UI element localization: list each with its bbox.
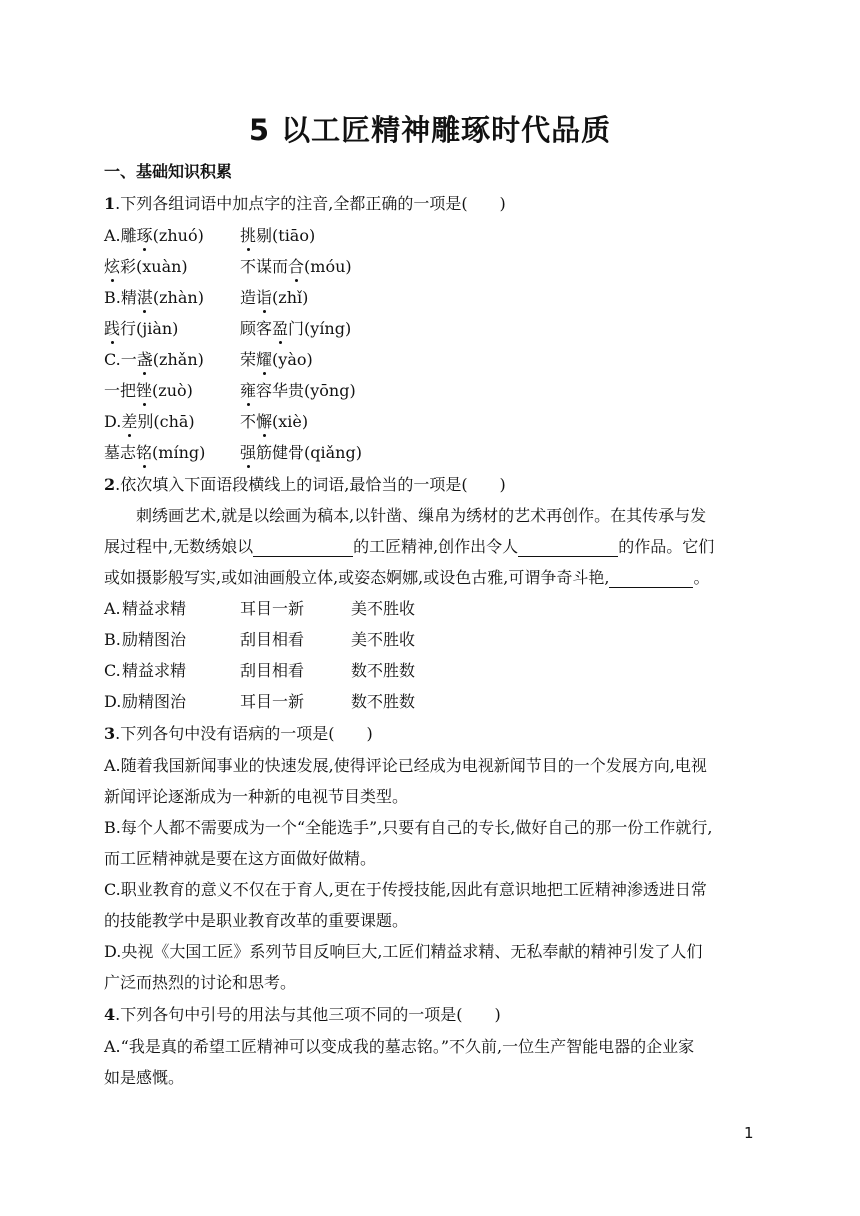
pinyin-text: 筋健骨(qiǎng): [256, 443, 362, 462]
answer-blank-1: [253, 540, 353, 557]
option-label: B.: [104, 630, 121, 649]
option-label: C.: [104, 661, 121, 680]
option-label: D.: [104, 412, 122, 431]
dotted-char: 盈: [272, 319, 289, 338]
option-word: 精益求精: [122, 661, 187, 680]
question-4-stem: 4.下列各句中引号的用法与其他三项不同的一项是( ): [104, 1005, 501, 1024]
second-word: [240, 381, 356, 401]
option-word: 刮目相看: [240, 661, 305, 680]
pinyin-text: (míng): [152, 443, 206, 462]
pinyin-text: 行(jiàn): [120, 319, 179, 338]
dotted-char: 锉: [136, 381, 153, 400]
option-text-line: 广泛而热烈的讨论和思考。: [104, 973, 297, 992]
word-text: 荣: [240, 350, 257, 369]
option-text-line: A.“我是真的希望工匠精神可以变成我的墓志铭。”不久前,一位生产智能电器的企业家: [104, 1037, 695, 1056]
pinyin-text: (zuò): [152, 381, 193, 400]
pinyin-text: (zhàn): [152, 288, 204, 307]
pinyin-text: (xiè): [272, 412, 309, 431]
question-2-stem: 2.依次填入下面语段横线上的词语,最恰当的一项是( ): [104, 475, 506, 494]
option-row: [104, 381, 424, 401]
pinyin-text: 容华贵(yōng): [256, 381, 356, 400]
option-word: 美不胜收: [351, 630, 416, 649]
second-word: [240, 319, 351, 339]
option-text-line: A.随着我国新闻事业的快速发展,使得评论已经成为电视新闻节目的一个发展方向,电视: [104, 756, 707, 775]
option-label: A.: [104, 226, 121, 245]
option-word: 励精图治: [122, 692, 187, 711]
option-text-line: 如是感慨。: [104, 1068, 185, 1087]
pinyin-text: 彩(xuàn): [120, 257, 188, 276]
word-text: 墓志: [104, 443, 137, 462]
dotted-char: 炫: [104, 257, 121, 276]
option-row: [104, 661, 464, 681]
option-text-line: 而工匠精神就是要在这方面做好做精。: [104, 849, 377, 868]
question-3-stem: 3.下列各句中没有语病的一项是( ): [104, 724, 373, 743]
option-label: C.: [104, 350, 121, 369]
word-text: 顾客: [240, 319, 273, 338]
second-word: [240, 288, 308, 308]
pinyin-text: 剔(tiāo): [256, 226, 316, 245]
option-row: [104, 257, 424, 277]
dotted-char: 挑: [240, 226, 257, 245]
pinyin-text: (zhuó): [152, 226, 204, 245]
dotted-char: 湛: [136, 288, 153, 307]
second-word: [240, 350, 313, 370]
option-label: A.: [104, 599, 121, 618]
page-number: 1: [744, 1124, 754, 1142]
option-word: 耳目一新: [240, 692, 305, 711]
dotted-char: 强: [240, 443, 257, 462]
word-text: 一把: [104, 381, 137, 400]
answer-blank-3: [609, 571, 693, 588]
dotted-char: 琢: [136, 226, 153, 245]
question-1-stem: 1.下列各组词语中加点字的注音,全都正确的一项是( ): [104, 194, 506, 213]
dotted-char: 雍: [240, 381, 257, 400]
option-word: 数不胜数: [351, 661, 416, 680]
option-text-line: C.职业教育的意义不仅在于育人,更在于传授技能,因此有意识地把工匠精神渗透进日常: [104, 880, 707, 899]
word-text: 造: [240, 288, 257, 307]
option-text-line: B.每个人都不需要成为一个“全能选手”,只要有自己的专长,做好自己的那一份工作就行,: [104, 818, 713, 837]
option-word: 刮目相看: [240, 630, 305, 649]
option-word: 精益求精: [122, 599, 187, 618]
page-title: 5 以工匠精神雕琢时代品质: [248, 113, 612, 147]
dotted-char: 践: [104, 319, 121, 338]
option-row: [104, 319, 424, 339]
option-text-line: D.央视《大国工匠》系列节目反响巨大,工匠们精益求精、无私奉献的精神引发了人们: [104, 942, 703, 961]
word-text: 雕: [120, 226, 137, 245]
option-word: 美不胜收: [351, 599, 416, 618]
option-row: [104, 226, 424, 246]
second-word: [240, 412, 308, 432]
pinyin-text: (zhǎn): [152, 350, 204, 369]
option-row: [104, 288, 424, 308]
option-label: B.: [104, 288, 121, 307]
passage-line-3: 或如摄影般写实,或如油画般立体,或姿态婀娜,或设色古雅,可谓争奇斗艳, 。: [104, 568, 710, 587]
option-word: 数不胜数: [351, 692, 416, 711]
option-row: [104, 630, 464, 650]
option-word: 励精图治: [122, 630, 187, 649]
option-row: [104, 599, 464, 619]
option-text-line: 的技能教学中是职业教育改革的重要课题。: [104, 911, 409, 930]
pinyin-text: 门(yíng): [288, 319, 352, 338]
dotted-char: 耀: [256, 350, 273, 369]
second-word: [240, 257, 352, 277]
pinyin-text: (yào): [272, 350, 313, 369]
option-text-line: 新闻评论逐渐成为一种新的电视节目类型。: [104, 787, 409, 806]
word-text: 一: [120, 350, 137, 369]
option-row: [104, 692, 464, 712]
option-label: D.: [104, 692, 122, 711]
answer-blank-2: [518, 540, 618, 557]
pinyin-text: 别(chā): [137, 412, 195, 431]
option-word: 耳目一新: [240, 599, 305, 618]
passage-line-1: 刺绣画艺术,就是以绘画为稿本,以针凿、缫帛为绣材的艺术再创作。在其传承与发: [136, 506, 707, 525]
option-row: [104, 412, 424, 432]
pinyin-text: (zhǐ): [272, 288, 309, 307]
section-heading: 一、基础知识积累: [104, 162, 233, 181]
word-text: 精: [120, 288, 137, 307]
pinyin-text: (móu): [304, 257, 352, 276]
dotted-char: 懈: [256, 412, 273, 431]
word-text: 不谋而: [240, 257, 289, 276]
option-row: [104, 350, 424, 370]
passage-line-2: 展过程中,无数绣娘以 的工匠精神,创作出令人 的作品。它们: [104, 537, 715, 556]
dotted-char: 诣: [256, 288, 273, 307]
second-word: [240, 226, 315, 246]
second-word: [240, 443, 362, 463]
dotted-char: 盏: [136, 350, 153, 369]
dotted-char: 合: [288, 257, 305, 276]
dotted-char: 差: [121, 412, 138, 431]
dotted-char: 铭: [136, 443, 153, 462]
word-text: 不: [240, 412, 257, 431]
option-row: [104, 443, 424, 463]
